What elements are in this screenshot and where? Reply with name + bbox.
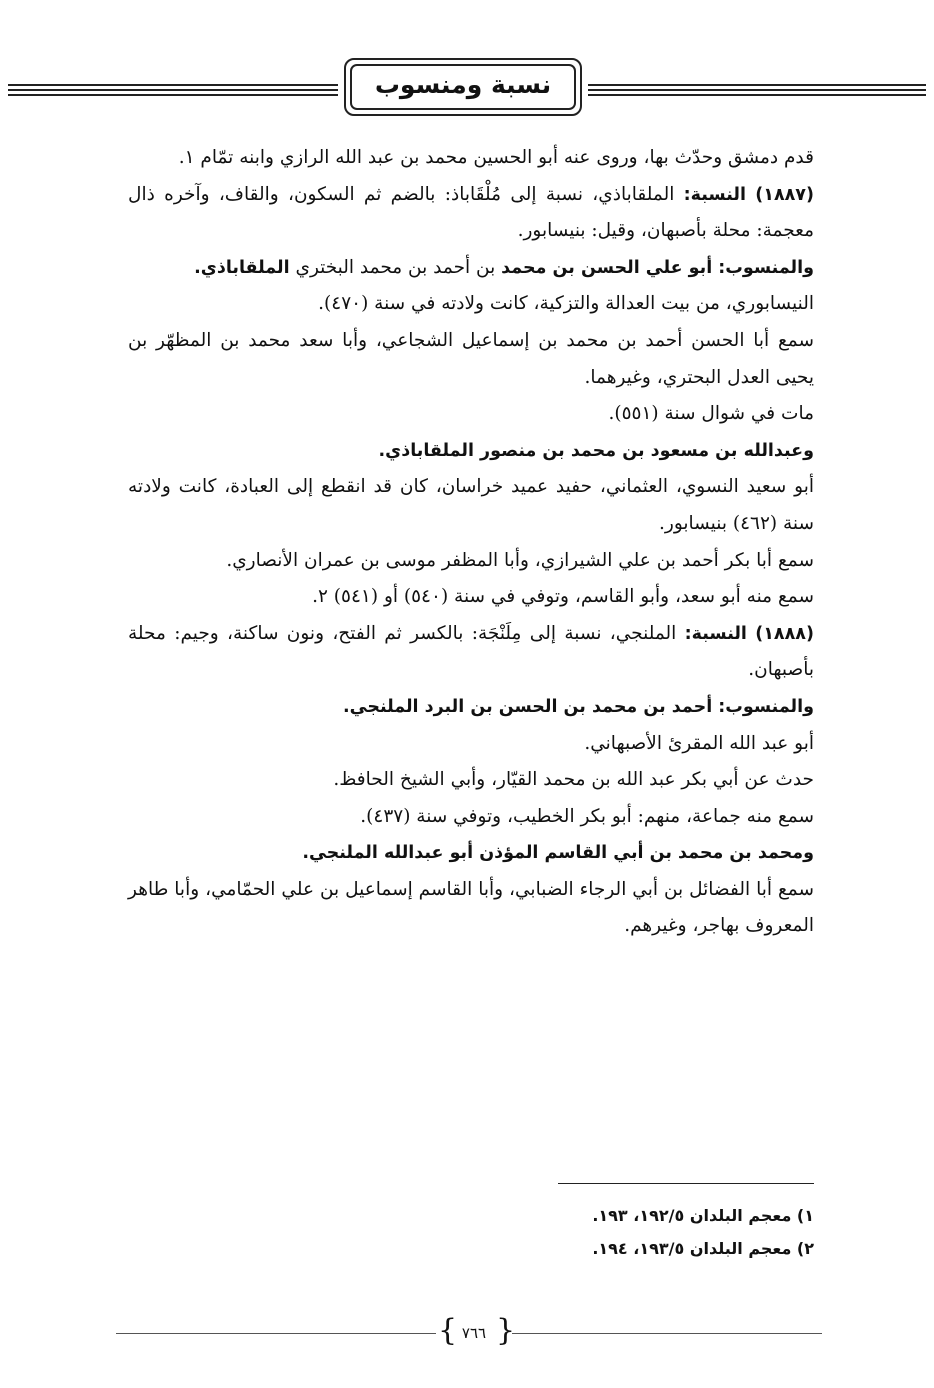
paragraph: مات في شوال سنة (٥٥١). [608,403,814,425]
page-number: ٧٦٦ [461,1324,487,1342]
footer-brace-left: { [438,1313,458,1348]
entry-mansub: والمنسوب: أبو علي الحسن بن محمد بن أحمد بن محمد البختري الملقاباذي. [194,256,814,278]
footer-brace-right: } [496,1313,516,1348]
paragraph: سمع منه جماعة، منهم: أبو بكر الخطيب، وتوفي سنة (٤٣٧). [360,805,814,827]
page-title: نسبة ومنسوب [374,70,552,99]
entry-heading: ومحمد بن محمد بن أبي القاسم المؤذن أبو عبدالله الملنجي. [302,843,814,864]
body-text [128,140,814,945]
footnote: ٢) معجم البلدان ١٩٣/٥، ١٩٤. [592,1239,814,1258]
paragraph: أبو سعيد النسوي، العثماني، حفيد عميد خراسان، كان قد انقطع إلى العبادة، كانت ولادته سنة (٤٦٢) بنيسابور. [128,476,814,534]
paragraph: النيسابوري، من بيت العدالة والتزكية، كانت ولادته في سنة (٤٧٠). [318,293,814,315]
entry-label: النسبة: [683,184,746,205]
footnote-divider [558,1183,814,1184]
entry-1888-nisba: (١٨٨٨) النسبة: الملنجي، نسبة إلى مِلَنْجَة: بالكسر ثم الفتح، ونون ساكنة، وجيم: محلة بأصبهان. [128,622,814,681]
header-rule-right [588,84,926,98]
footnotes [400,1199,814,1265]
entry-number: (١٨٨٧) [755,184,814,205]
entry-label: النسبة: [684,623,747,644]
footnote: ١) معجم البلدان ١٩٢/٥، ١٩٣. [592,1206,814,1225]
footer-rule-left [116,1333,436,1334]
paragraph: سمع أبا الفضائل بن أبي الرجاء الضبابي، وأبا القاسم إسماعيل بن علي الحمّامي، وأبا طاهر المعروف بهاجر، وغيرهم. [128,878,814,937]
header-frame [344,58,582,116]
paragraph: سمع أبا بكر أحمد بن علي الشيرازي، وأبا المظفر موسى بن عمران الأنصاري. [226,549,814,571]
entry-number: (١٨٨٨) [755,623,814,644]
entry-heading: وعبدالله بن مسعود بن محمد بن منصور الملقاباذي. [378,440,814,461]
paragraph: سمع أبا الحسن أحمد بن محمد بن إسماعيل الشجاعي، وأبا سعد محمد بن المظهّر بن يحيى العدل البحتري، وغيرهما. [128,329,814,388]
paragraph: سمع منه أبو سعد، وأبو القاسم، وتوفي في سنة (٥٤٠) أو (٥٤١) ٢. [312,586,814,608]
paragraph: حدث عن أبي بكر عبد الله بن محمد القيّار، وأبي الشيخ الحافظ. [333,769,814,791]
entry-1887-nisba: (١٨٨٧) النسبة: الملقاباذي، نسبة إلى مُلْقَاباذ: بالضم ثم السكون، والقاف، وآخره ذال معجمة: محلة بأصبهان، وقيل: بنيسابور. [128,183,814,242]
header-rule-left [8,84,338,98]
paragraph: أبو عبد الله المقرئ الأصبهاني. [584,732,814,754]
footer-rule-right [512,1333,822,1334]
paragraph: قدم دمشق وحدّث بها، وروى عنه أبو الحسين محمد بن عبد الله الرازي وابنه تمّام ١. [178,147,814,168]
entry-heading: والمنسوب: أحمد بن محمد بن الحسن بن البرد الملنجي. [343,696,814,717]
